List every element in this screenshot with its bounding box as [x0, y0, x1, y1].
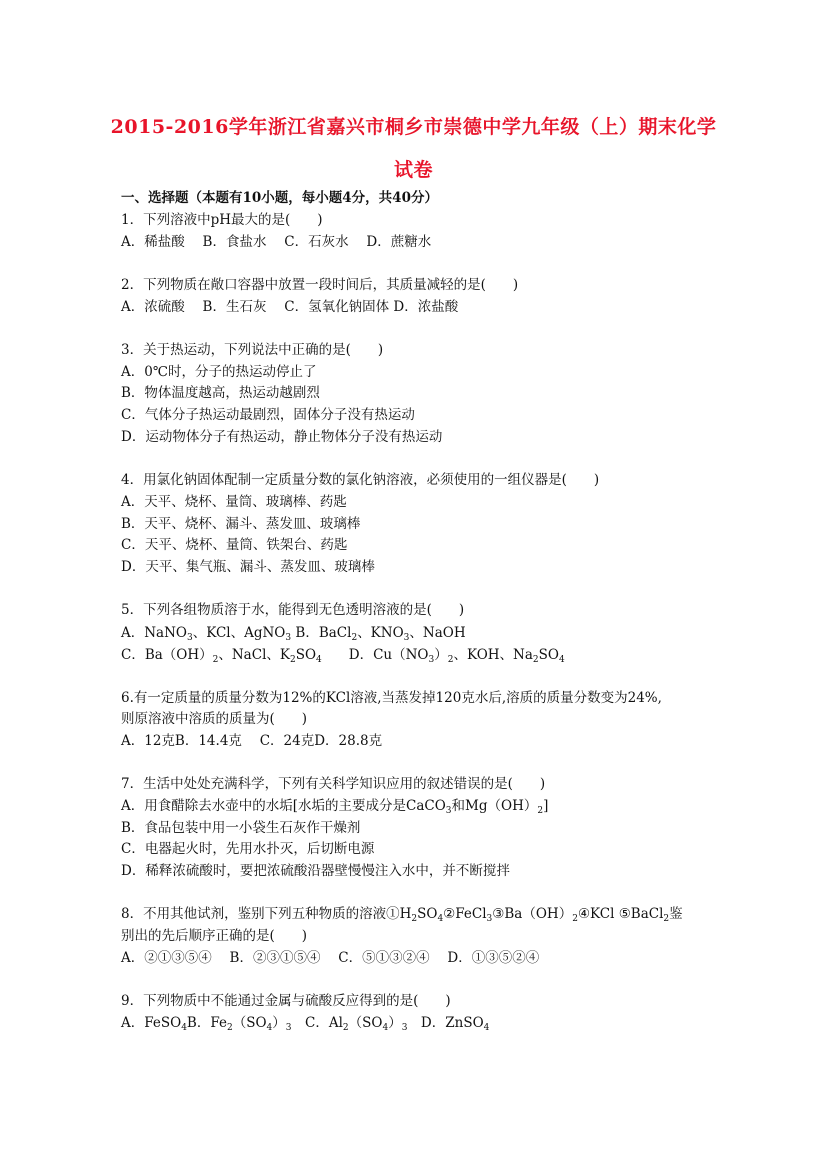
- subscript: 2: [212, 655, 219, 665]
- q4-option-b: B．天平、烧杯、漏斗、蒸发皿、玻璃棒: [121, 516, 361, 532]
- q7-option-c: C．电器起火时，先用水扑灭，后切断电源: [121, 841, 375, 857]
- subscript: 2: [351, 633, 358, 643]
- q8-options: A．②①③⑤④ B．②③①⑤④ C．⑤①③②④ D．①③⑤②④: [121, 950, 540, 966]
- subscript: 3: [401, 1023, 408, 1033]
- q5-options-ab: A．NaNO$_3$、KCl、AgNO$_3$ B．BaCl$_2$、$KNO_3$、NaOH: [121, 625, 466, 643]
- subscript: 3: [445, 806, 452, 816]
- subscript: 4: [266, 1023, 273, 1033]
- subscript: 2: [572, 914, 578, 924]
- q6-stem-line2: 则原溶液中溶质的质量为( ): [121, 711, 308, 727]
- q7-option-d: D．稀释浓硫酸时，要把浓硫酸沿器壁慢慢注入水中，并不断搅拌: [121, 863, 510, 879]
- q5-options-cd: C．$Ba(OH)_2$、NaCl、$K_2SO_4$ D．$Cu(NO_3)_2$、KOH、$Na_2SO_4$: [121, 647, 565, 665]
- subscript: 2: [226, 1023, 233, 1033]
- subscript: 2: [411, 914, 418, 924]
- subscript: 2: [663, 914, 670, 924]
- q6-stem-line1: 6.有一定质量的质量分数为12%的KCl溶液,当蒸发掉120克水后,溶质的质量分数变为24%,: [121, 690, 662, 706]
- document-title-line1: 2015-2016学年浙江省嘉兴市桐乡市崇德中学九年级（上）期末化学: [110, 116, 717, 138]
- subscript: 4: [382, 1023, 389, 1033]
- subscript: 2: [447, 655, 454, 665]
- subscript: 3: [486, 914, 493, 924]
- q3-option-a: A．0℃时，分子的热运动停止了: [121, 364, 317, 380]
- q3-option-d: D．运动物体分子有热运动，静止物体分子没有热运动: [121, 429, 443, 445]
- subscript: 2: [289, 655, 296, 665]
- subscript: 4: [316, 655, 322, 665]
- q3-stem: 3．关于热运动，下列说法中正确的是( ): [121, 342, 384, 358]
- document-title-line2: 试卷: [393, 159, 433, 181]
- subscript: 2: [537, 806, 544, 816]
- subscript: 2: [532, 655, 539, 665]
- subscript: 2: [342, 1023, 349, 1033]
- q7-option-b: B．食品包装中用一小袋生石灰作干燥剂: [121, 820, 361, 836]
- subscript: 3: [187, 633, 193, 643]
- q7-option-a: A．用食醋除去水壶中的水垢[水垢的主要成分是CaCO$_3$和$Mg(OH)_2$]: [121, 798, 549, 816]
- q3-option-c: C．气体分子热运动最剧烈，固体分子没有热运动: [121, 407, 415, 423]
- q4-option-d: D．天平、集气瓶、漏斗、蒸发皿、玻璃棒: [121, 559, 375, 575]
- subscript: 3: [428, 655, 435, 665]
- q6-options: A．12克B．14.4克 C．24克D．28.8克: [121, 733, 383, 749]
- q8-stem-line2: 别出的先后顺序正确的是( ): [121, 928, 308, 944]
- q7-stem: 7．生活中处处充满科学，下列有关科学知识应用的叙述错误的是( ): [121, 776, 546, 792]
- subscript: 3: [285, 633, 292, 643]
- q2-options: A．浓硫酸 B．生石灰 C．氢氧化钠固体 D．浓盐酸: [121, 299, 459, 315]
- q8-stem-line1: 8．不用其他试剂，鉴别下列五种物质的溶液$①H_2SO_4②FeCl_3③Ba(OH)_2④KCl$ ⑤BaCl$_2$鉴: [121, 906, 683, 924]
- q1-stem: 1．下列溶液中pH最大的是( ): [121, 212, 323, 228]
- q2-stem: 2．下列物质在敞口容器中放置一段时间后，其质量减轻的是( ): [121, 277, 519, 293]
- q4-option-a: A．天平、烧杯、量筒、玻璃棒、药匙: [121, 494, 347, 510]
- q4-option-c: C．天平、烧杯、量筒、铁架台、药匙: [121, 537, 348, 553]
- section-heading: 一、选择题（本题有10小题，每小题4分，共40分）: [121, 190, 438, 206]
- q3-option-b: B．物体温度越高，热运动越剧烈: [121, 385, 320, 401]
- subscript: 4: [483, 1023, 490, 1033]
- q9-stem: 9．下列物质中不能通过金属与硫酸反应得到的是( ): [121, 993, 451, 1009]
- subscript: 4: [437, 914, 444, 924]
- subscript: 3: [403, 633, 410, 643]
- subscript: 4: [558, 655, 565, 665]
- q5-stem: 5．下列各组物质溶于水，能得到无色透明溶液的是( ): [121, 602, 465, 618]
- subscript: 4: [181, 1023, 187, 1033]
- subscript: 3: [285, 1023, 292, 1033]
- q1-options: A．稀盐酸 B．食盐水 C．石灰水 D．蔗糖水: [121, 234, 432, 250]
- q9-options: A．FeSO$_4$B．$Fe_2(SO_4)_3$ C．$Al_2(SO_4)_3$ D．ZnSO$_4$: [121, 1015, 490, 1033]
- q4-stem: 4．用氯化钠固体配制一定质量分数的氯化钠溶液，必须使用的一组仪器是( ): [121, 472, 600, 488]
